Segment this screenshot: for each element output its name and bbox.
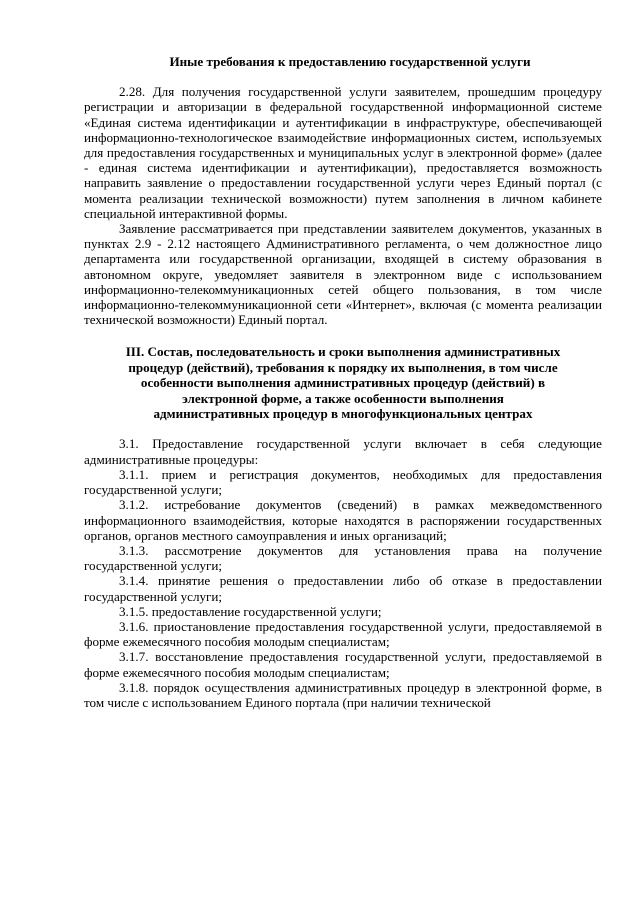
document-page — [84, 54, 602, 710]
paragraph-3-1-3: 3.1.3. рассмотрение документов для установления права на получение государственной услуги; — [84, 542, 602, 574]
paragraph-3-1-5: 3.1.5. предоставление государственной услуги; — [119, 603, 382, 619]
paragraph-3-1-1: 3.1.1. прием и регистрация документов, необходимых для предоставления государственной услуги; — [84, 466, 602, 498]
paragraph-2-28: 2.28. Для получения государственной услуги заявителем, прошедшим процедуру регистрации и авторизации в федеральной государственной информационной системе «Единая система идентификации и аутентификации в инфраструктуре, обеспечивающей информационно-технологическое взаимодействие информационных систем, используемых для предоставления государственных и муниципальных услуг в электронной форме» (далее - единая система идентификации и аутентификации), предоставляется возможность направить заявление о предоставлении государственной услуги через Единый портал (с момента реализации технической возможности) путем заполнения в личном кабинете специальной интерактивной формы. — [84, 84, 602, 221]
paragraph-application-review: Заявление рассматривается при представлении заявителем документов, указанных в пунктах 2.9 - 2.12 настоящего Административного регламента, о чем должностное лицо департамента или государственной организации, входящей в систему образования в автономном округе, уведомляет заявителя в электронном виде с использованием информационно-телекоммуникационных сетей общего пользования, в том числе информационно-телекоммуникационной сети «Интернет», включая (с момента реализации технической возможности) Единый портал. — [84, 221, 602, 328]
paragraph-3-1-4: 3.1.4. принятие решения о предоставлении либо об отказе в предоставлении государственной услуги; — [84, 573, 602, 604]
paragraph-3-1-7: 3.1.7. восстановление предоставления государственной услуги, предоставляемой в форме ежемесячного пособия молодым специалистам; — [84, 649, 602, 680]
paragraph-3-1-6: 3.1.6. приостановление предоставления государственной услуги, предоставляемой в форме ежемесячного пособия молодым специалистам; — [84, 618, 602, 650]
section-heading: Иные требования к предоставлению государственной услуги — [169, 54, 531, 69]
paragraph-3-1-8: 3.1.8. порядок осуществления административных процедур в электронной форме, в том числе с использованием Единого портала (при наличии технической — [84, 679, 602, 710]
paragraph-3-1: 3.1. Предоставление государственной услуги включает в себя следующие административные процедуры: — [84, 436, 602, 467]
section-iii-title: III. Состав, последовательность и сроки выполнения административных процедур (действий), требования к порядку их выполнения, в том числе особенности выполнения административных процедур (действий) в электронной форме, а также особенности выполнения административных процедур в многофункциональных центрах — [125, 344, 561, 422]
paragraph-3-1-2: 3.1.2. истребование документов (сведений) в рамках межведомственного информационного взаимодействия, которые находятся в распоряжении государственных органов, органов местного самоуправления и иных организаций; — [84, 497, 602, 543]
